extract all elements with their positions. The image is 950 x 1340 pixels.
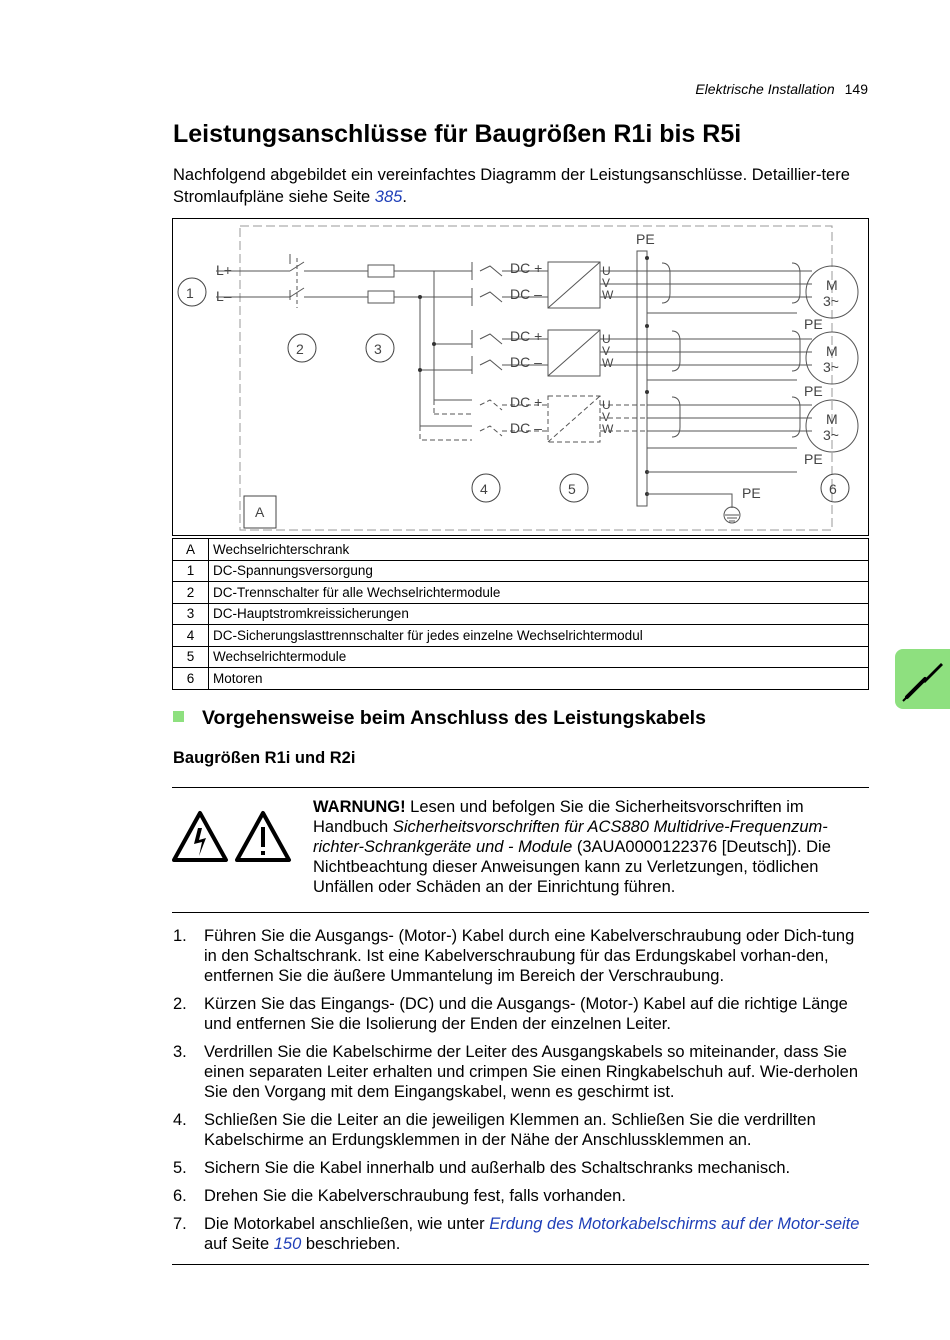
electrical-hazard-icon	[174, 813, 226, 860]
legend-row	[173, 625, 869, 647]
svg-text:PE: PE	[804, 383, 823, 399]
warning-bottom-rule	[172, 912, 869, 913]
step-text: Drehen Sie die Kabelverschraubung fest, falls vorhanden.	[204, 1187, 626, 1205]
legend-row	[173, 560, 869, 582]
step-4	[173, 1110, 869, 1150]
fuse-minus	[368, 291, 394, 303]
svg-text:W: W	[602, 356, 614, 370]
fuse-plus	[368, 265, 394, 277]
section-heading-text: Vorgehensweise beim Anschluss des Leistungskabels	[202, 707, 706, 729]
svg-text:U: U	[602, 264, 611, 278]
warning-manual-title: Sicherheitsvorschriften für ACS880 Multidrive-Frequenzum-richter-Schrankgeräte und - Module	[313, 818, 828, 856]
step-text: Führen Sie die Ausgangs- (Motor-) Kabel durch eine Kabelverschraubung oder Dich-tung in den Schaltschrank. Ist eine Kabelverschraubung für das Erdungskabel vorhan-den, entfernen Sie die äußere Ummantelung im Bereich der Verschraubung.	[204, 927, 855, 985]
svg-text:3~: 3~	[823, 359, 839, 375]
dc-minus-label-3: DC –	[510, 420, 542, 436]
svg-text:PE: PE	[804, 451, 823, 467]
svg-text:M: M	[826, 343, 838, 359]
dc-plus-label-1: DC +	[510, 260, 543, 276]
ground-symbol	[724, 507, 740, 523]
svg-text:M: M	[826, 277, 838, 293]
legend-row	[173, 668, 869, 690]
general-warning-icon	[237, 813, 289, 860]
legend-key: 4	[173, 625, 209, 647]
step-1	[173, 926, 869, 986]
step-number: 7.	[173, 1215, 187, 1233]
svg-text:U: U	[602, 398, 611, 412]
intro-page-link[interactable]: 385	[374, 188, 403, 206]
legend-row	[173, 603, 869, 625]
step-5	[173, 1158, 869, 1178]
bullet-square-icon	[173, 711, 184, 722]
dc-plus-label-2: DC +	[510, 328, 543, 344]
step-number: 1.	[173, 927, 187, 945]
running-header	[695, 81, 868, 97]
l-plus-label: L+	[216, 262, 232, 278]
svg-text:3~: 3~	[823, 293, 839, 309]
legend-key: 6	[173, 668, 209, 690]
callout-4-label: 4	[480, 481, 488, 497]
callout-3-label: 3	[374, 341, 382, 357]
legend-text: Motoren	[209, 668, 869, 690]
warning-text	[313, 797, 869, 897]
legend-key: A	[173, 539, 209, 561]
callout-6-label: 6	[829, 481, 837, 497]
intro-end: .	[402, 188, 407, 206]
svg-text:V: V	[602, 276, 611, 290]
section-heading	[173, 707, 706, 730]
svg-text:W: W	[602, 422, 614, 436]
warning-icons	[172, 810, 292, 864]
intro-paragraph	[173, 164, 868, 208]
svg-text:U: U	[602, 332, 611, 346]
svg-text:V: V	[602, 344, 611, 358]
page-title: Leistungsanschlüsse für Baugrößen R1i bis R5i	[173, 120, 742, 148]
inverter-branch-2	[472, 330, 647, 376]
warning-text-2: (3AUA0000122376 [Deutsch]). Die Nichtbeachtung dieser Anweisungen kann zu Verletzungen, tödlichen Unfällen oder Schäden an der Einrichtung führen.	[313, 838, 831, 896]
svg-text:PE: PE	[804, 316, 823, 332]
legend-key: 3	[173, 603, 209, 625]
bottom-rule	[172, 1264, 869, 1265]
motor-1	[804, 266, 858, 332]
motor-2	[804, 332, 858, 399]
pe-top-label: PE	[636, 231, 655, 247]
subheading: Baugrößen R1i und R2i	[173, 749, 356, 767]
legend-text: DC-Spannungsversorgung	[209, 560, 869, 582]
step-text: Kürzen Sie das Eingangs- (DC) und die Ausgangs- (Motor-) Kabel auf die richtige Länge und entfernen Sie die Isolierung der Enden der einzelnen Leiter.	[204, 995, 848, 1033]
legend-text: DC-Hauptstromkreissicherungen	[209, 603, 869, 625]
legend-text: DC-Trennschalter für alle Wechselrichtermodule	[209, 582, 869, 604]
screwdriver-icon	[895, 649, 950, 709]
legend-key: 5	[173, 646, 209, 668]
legend-key: 1	[173, 560, 209, 582]
legend-table	[172, 538, 869, 690]
step-number: 2.	[173, 995, 187, 1013]
warning-label: WARNUNG!	[313, 798, 406, 816]
step-text: Sichern Sie die Kabel innerhalb und außerhalb des Schaltschranks mechanisch.	[204, 1159, 791, 1177]
callout-1-label: 1	[186, 285, 194, 301]
svg-text:3~: 3~	[823, 427, 839, 443]
dc-minus-label-1: DC –	[510, 286, 542, 302]
step-number: 5.	[173, 1159, 187, 1177]
step-number: 4.	[173, 1111, 187, 1129]
step-7-text-b: auf Seite	[204, 1235, 274, 1253]
legend-key: 2	[173, 582, 209, 604]
step-number: 6.	[173, 1187, 187, 1205]
legend-text: Wechselrichtermodule	[209, 646, 869, 668]
svg-text:W: W	[602, 288, 614, 302]
step-7-page-link[interactable]: 150	[273, 1235, 302, 1253]
svg-text:V: V	[602, 410, 611, 424]
step-6	[173, 1186, 869, 1206]
legend-row	[173, 539, 869, 561]
motor-cables	[647, 263, 812, 508]
intro-text: Nachfolgend abgebildet ein vereinfachtes Diagramm der Leistungsanschlüsse. Detaillier-tere Stromlaufpläne siehe Seite	[173, 166, 850, 206]
callout-a-label: A	[255, 504, 265, 520]
uvw-labels	[602, 264, 614, 436]
dc-disconnector	[290, 254, 304, 308]
step-number: 3.	[173, 1043, 187, 1061]
power-connection-diagram	[172, 218, 869, 536]
step-text: Verdrillen Sie die Kabelschirme der Leiter des Ausgangskabels so miteinander, dass Sie einen separaten Leiter erhalten und crimpen Sie einen Ringkabelschuh auf. Wie-derholen Sie den Vorgang mit dem Eingangskabel, wenn es geschirmt ist.	[204, 1043, 858, 1101]
warning-top-rule	[172, 787, 869, 788]
legend-text: Wechselrichterschrank	[209, 539, 869, 561]
section-tab[interactable]	[895, 649, 950, 709]
step-7-section-link[interactable]: Erdung des Motorkabelschirms auf der Motor-seite	[489, 1215, 860, 1233]
step-3	[173, 1042, 869, 1102]
legend-text: DC-Sicherungslasttrennschalter für jedes einzelne Wechselrichtermodul	[209, 625, 869, 647]
warning-text-1: Lesen und befolgen Sie die Sicherheitsvorschriften im Handbuch	[313, 798, 804, 836]
dc-minus-label-2: DC –	[510, 354, 542, 370]
step-text: Schließen Sie die Leiter an die jeweiligen Klemmen an. Schließen Sie die verdrillten Kabelschirme an Erdungsklemmen in der Nähe der Anschlussklemmen an.	[204, 1111, 816, 1149]
l-minus-label: L–	[216, 288, 232, 304]
svg-text:M: M	[826, 411, 838, 427]
step-7	[173, 1214, 869, 1254]
callout-5-label: 5	[568, 481, 576, 497]
page-number: 149	[844, 81, 868, 97]
callout-2-label: 2	[296, 341, 304, 357]
header-section: Elektrische Installation	[695, 81, 835, 97]
motor-3	[804, 400, 858, 467]
pe-busbar	[637, 251, 647, 506]
step-7-text-a: Die Motorkabel anschließen, wie unter	[204, 1215, 490, 1233]
step-7-text-c: beschrieben.	[301, 1235, 401, 1253]
inverter-branch-1	[472, 262, 647, 308]
legend-row	[173, 582, 869, 604]
step-2	[173, 994, 869, 1034]
pe-ground-label: PE	[742, 485, 761, 501]
steps-list	[173, 926, 869, 1262]
legend-row	[173, 646, 869, 668]
dc-plus-label-3: DC +	[510, 394, 543, 410]
